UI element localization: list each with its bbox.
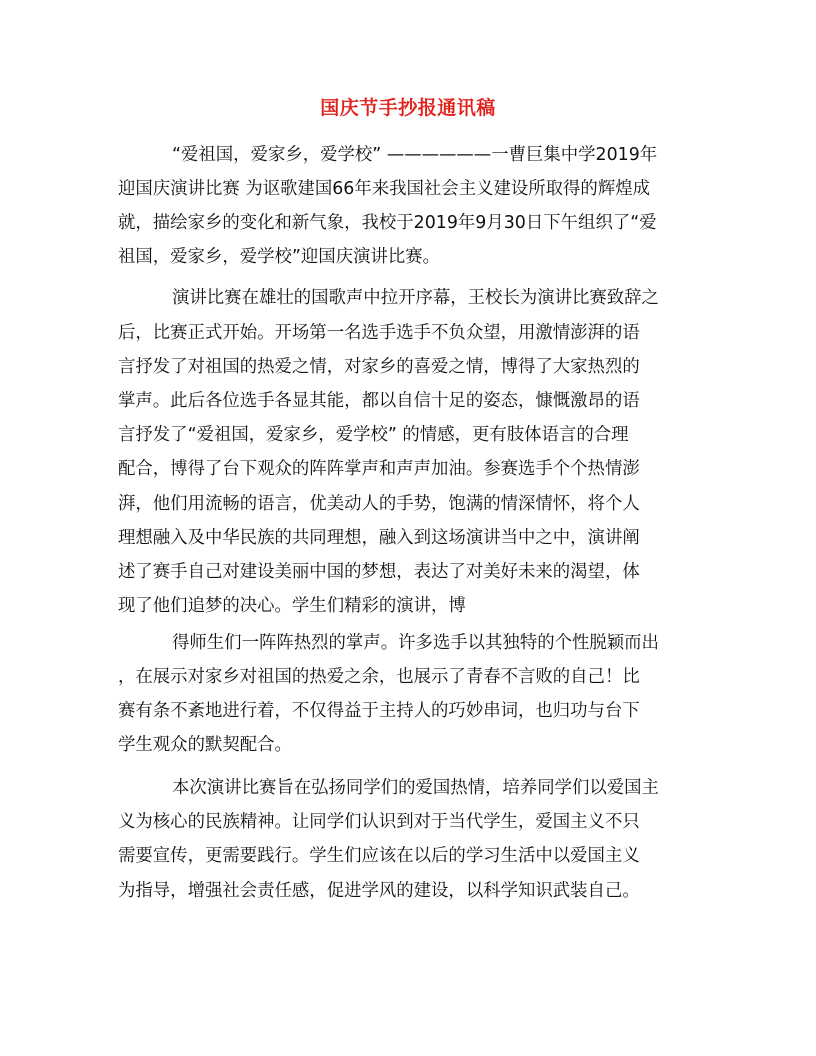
paragraph-2-line-7: 湃，他们用流畅的语言，优美动人的手势，饱满的情深情怀，将个人 — [118, 494, 640, 514]
paragraph-2-line-1: 演讲比赛在雄壮的国歌声中拉开序幕，王校长为演讲比赛致辞之 — [172, 288, 659, 308]
paragraph-3-line-4: 学生观众的默契配合。 — [118, 735, 292, 755]
paragraph-1-line-3: 就，描绘家乡的变化和新气象，我校于2019年9月30日下午组织了“爱 — [118, 213, 657, 233]
paragraph-4-line-2: 义为核心的民族精神。让同学们认识到对于当代学生，爱国主义不只 — [118, 812, 640, 832]
paragraph-2-line-4: 掌声。此后各位选手各显其能，都以自信十足的姿态，慷慨激昂的语 — [118, 391, 640, 411]
paragraph-1-line-4: 祖国，爱家乡，爱学校”迎国庆演讲比赛。 — [118, 247, 441, 267]
paragraph-4-line-4: 为指导，增强社会责任感，促进学风的建设，以科学知识武装自己。 — [118, 881, 640, 901]
paragraph-2-line-6: 配合，博得了台下观众的阵阵掌声和声声加油。参赛选手个个热情澎 — [118, 459, 640, 479]
paragraph-2-line-5: 言抒发了“爱祖国，爱家乡，爱学校” 的情感，更有肢体语言的合理 — [118, 425, 629, 445]
paragraph-3-line-1: 得师生们一阵阵热烈的掌声。许多选手以其独特的个性脱颖而出 — [172, 633, 659, 653]
paragraph-2-line-10: 现了他们追梦的决心。学生们精彩的演讲，博 — [118, 596, 466, 616]
paragraph-2-line-9: 述了赛手自己对建设美丽中国的梦想，表达了对美好未来的渴望，体 — [118, 562, 640, 582]
paragraph-3-line-3: 赛有条不紊地进行着，不仅得益于主持人的巧妙串词，也归功与台下 — [118, 701, 640, 721]
paragraph-3-line-2: ，在展示对家乡对祖国的热爱之余，也展示了青春不言败的自己！比 — [118, 667, 640, 687]
paragraph-2-line-8: 理想融入及中华民族的共同理想，融入到这场演讲当中之中，演讲阐 — [118, 528, 640, 548]
paragraph-1-line-2: 迎国庆演讲比赛 为讴歌建国66年来我国社会主义建设所取得的辉煌成 — [118, 179, 650, 199]
document-title: 国庆节手抄报通讯稿 — [320, 97, 496, 119]
paragraph-1-line-1: “爱祖国，爱家乡，爱学校” ——————一曹巨集中学2019年 — [172, 145, 658, 165]
paragraph-4-line-3: 需要宣传，更需要践行。学生们应该在以后的学习生活中以爱国主义 — [118, 846, 640, 866]
paragraph-4-line-1: 本次演讲比赛旨在弘扬同学们的爱国热情，培养同学们以爱国主 — [172, 778, 659, 798]
paragraph-2-line-3: 言抒发了对祖国的热爱之情，对家乡的喜爱之情，博得了大家热烈的 — [118, 357, 640, 377]
paragraph-2-line-2: 后，比赛正式开始。开场第一名选手选手不负众望，用激情澎湃的语 — [118, 323, 640, 343]
